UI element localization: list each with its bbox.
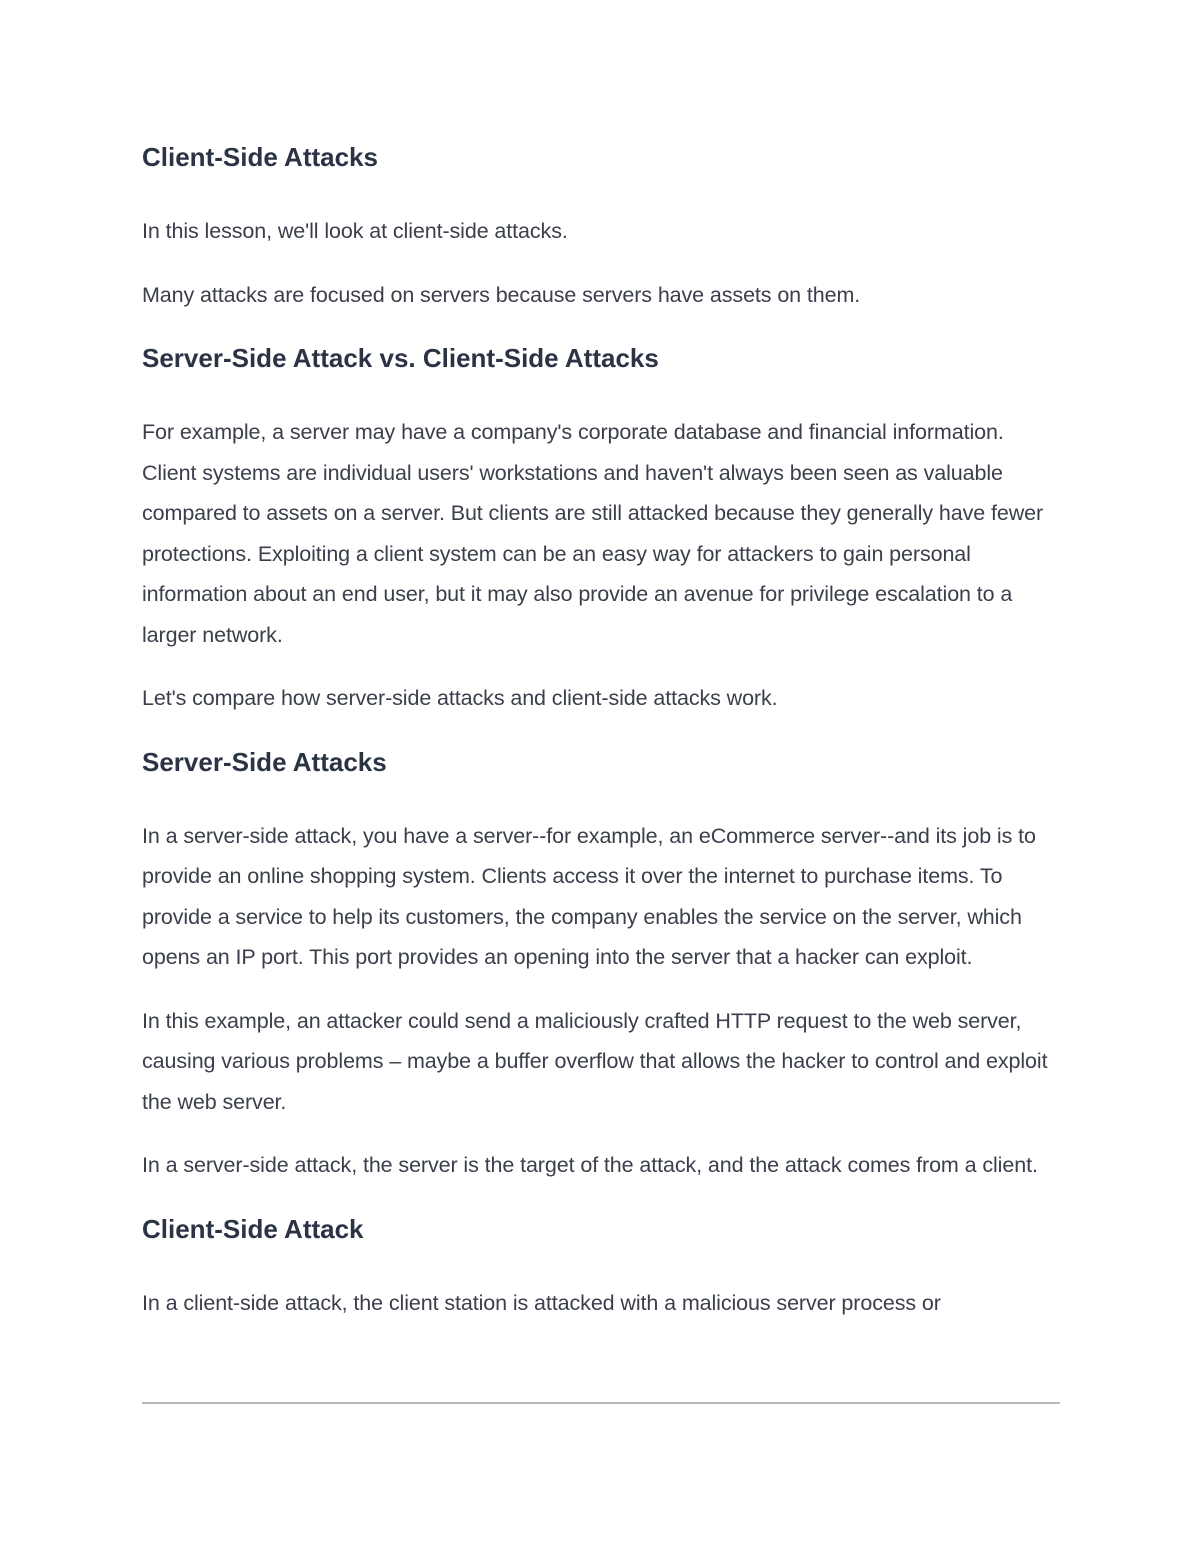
section-heading-server-vs-client: Server-Side Attack vs. Client-Side Attacks [142, 343, 659, 373]
document-body [142, 138, 1060, 1323]
section-heading-client-side-attack: Client-Side Attack [142, 1213, 364, 1244]
paragraph-example-server: For example, a server may have a company's corporate database and financial information. Client systems are individual users' workstations and haven't always been seen as valuable compared to assets on a server. But clients are still attacked because they generally have fewer protections. Exploiting a client system can be an easy way for attackers to gain personal information about an end user, but it may also provide an avenue for privilege escalation to a larger network. [142, 420, 1044, 647]
section-heading-server-side-attacks: Server-Side Attacks [142, 746, 387, 777]
paragraph-http-request-example: In this example, an attacker could send a maliciously crafted HTTP request to the web server, causing various problems – maybe a buffer overflow that allows the hacker to control and exploit the web server. [142, 1008, 1048, 1114]
paragraph-servers-assets: Many attacks are focused on servers because servers have assets on them. [142, 282, 861, 307]
paragraph-compare: Let's compare how server-side attacks and client-side attacks work. [142, 686, 778, 710]
paragraph-server-target: In a server-side attack, the server is the target of the attack, and the attack comes from a client. [142, 1153, 1038, 1177]
paragraph-intro-lesson: In this lesson, we'll look at client-side attacks. [142, 219, 568, 243]
section-heading-client-side-attacks: Client-Side Attacks [142, 142, 378, 172]
page-bottom-rule [142, 1402, 1060, 1404]
paragraph-client-side-description: In a client-side attack, the client station is attacked with a malicious server process or [142, 1290, 941, 1315]
paragraph-server-side-description: In a server-side attack, you have a server--for example, an eCommerce server--and its job is to provide an online shopping system. Clients access it over the internet to purchase items. To provide a service to help its customers, the company enables the service on the server, which opens an IP port. This port provides an opening into the server that a hacker can exploit. [142, 823, 1036, 969]
